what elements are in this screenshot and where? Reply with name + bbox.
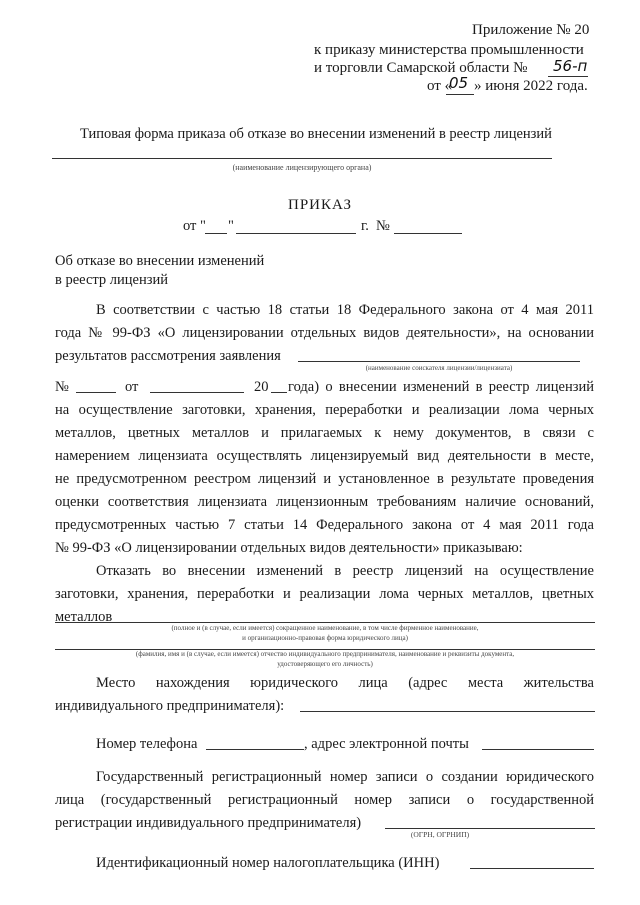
app-year-blank bbox=[271, 392, 287, 393]
para2-line-4: намерением лицензиата осуществлять лицензируемый вид деятельности в месте, bbox=[55, 448, 594, 464]
para1-line-3: результатов рассмотрения заявления bbox=[55, 348, 281, 364]
para3-line-1: Отказать во внесении изменений в реестр лицензий на осуществление bbox=[96, 563, 594, 579]
para2-line-5: не предусмотренном реестром лицензий и установленное в результате проведения bbox=[55, 471, 594, 487]
para2-line-3: металлов, цветных металлов и прилагаемых к нему документов, в связи с bbox=[55, 425, 594, 441]
entrepreneur-caption-2: удостоверяющего его личность) bbox=[277, 660, 373, 668]
ogrn-line-2: лица (государственный регистрационный номер записи о государственной bbox=[55, 792, 594, 808]
para1-line-1: В соответствии с частью 18 статьи 18 Федерального закона от 4 мая 2011 bbox=[96, 302, 594, 318]
ogrn-line-3: регистрации индивидуального предпринимателя) bbox=[55, 815, 362, 831]
location-word-3: юридического bbox=[250, 675, 339, 691]
phone-label: Номер телефона bbox=[96, 736, 198, 752]
order-heading: ПРИКАЗ bbox=[288, 197, 352, 213]
app-num-label: № bbox=[55, 379, 69, 395]
order-number-underline bbox=[548, 76, 588, 77]
location-word-7: жительства bbox=[523, 675, 594, 691]
organ-name-line bbox=[52, 158, 552, 159]
app-year-label: 20 bbox=[254, 379, 269, 395]
entity-name-line bbox=[55, 622, 595, 623]
date-mid: " bbox=[228, 218, 234, 234]
entity-caption-1: (полное и (в случае, если имеется) сокращенное наименование, в том числе фирменное наименование, bbox=[171, 624, 479, 632]
day-underline bbox=[446, 94, 474, 95]
location-word-6: места bbox=[467, 675, 504, 691]
para2-line-6: оценки соответствия лицензиата лицензионным требованиям наличие оснований, bbox=[55, 494, 594, 510]
appendix-date-suffix: » июня 2022 года. bbox=[474, 78, 588, 94]
app-num-blank bbox=[76, 392, 116, 393]
para3-line-2: заготовки, хранения, переработки и реализации лома черных металлов, цветных bbox=[55, 586, 594, 602]
para2-line-7: предусмотренных частью 7 статьи 14 Федерального закона от 4 мая 2011 года bbox=[55, 517, 594, 533]
date-prefix: от " bbox=[183, 218, 206, 234]
location-word-4: лица bbox=[358, 675, 388, 691]
form-title: Типовая форма приказа об отказе во внесении изменений в реестр лицензий bbox=[80, 126, 552, 142]
para1-line-2: года № 99-ФЗ «О лицензировании отдельных видов деятельности», на основании bbox=[55, 325, 594, 341]
organ-caption: (наименование лицензирующего органа) bbox=[232, 163, 372, 172]
location-word-1: Место bbox=[96, 675, 136, 691]
app-date-label: от bbox=[125, 379, 139, 395]
entrepreneur-caption-1: (фамилия, имя и (в случае, если имеется) отчество индивидуального предпринимателя, наименование и реквизиты документа, bbox=[135, 650, 515, 658]
location-blank bbox=[300, 711, 595, 712]
location-line-1 bbox=[96, 672, 594, 694]
ogrn-blank bbox=[385, 828, 595, 829]
year-label: г. bbox=[361, 218, 369, 234]
day-blank bbox=[205, 233, 227, 234]
para2-line-2: на осуществление заготовки, хранения, переработки и реализации лома черных bbox=[55, 402, 594, 418]
handwritten-order-number: 56-п bbox=[553, 57, 588, 75]
subject-line-1: Об отказе во внесении изменений bbox=[55, 253, 265, 269]
para2-line-8: № 99-ФЗ «О лицензировании отдельных видов деятельности» приказываю: bbox=[55, 540, 523, 556]
number-label: № bbox=[376, 218, 390, 234]
ogrn-caption: (ОГРН, ОГРНИП) bbox=[410, 830, 470, 839]
para3-line-3: металлов bbox=[55, 609, 113, 625]
entity-caption-2: и организационно-правовая форма юридического лица) bbox=[242, 634, 408, 642]
appendix-number: Приложение № 20 bbox=[472, 22, 590, 38]
number-blank bbox=[394, 233, 462, 234]
ogrn-line-1: Государственный регистрационный номер записи о создании юридического bbox=[96, 769, 594, 785]
applicant-caption: (наименование соискателя лицензии/лицензиата) bbox=[365, 364, 513, 372]
email-label: , адрес электронной почты bbox=[304, 736, 469, 752]
applicant-name-line bbox=[298, 361, 580, 362]
phone-blank bbox=[206, 749, 304, 750]
location-word-2: нахождения bbox=[155, 675, 230, 691]
email-blank bbox=[482, 749, 594, 750]
appendix-date-prefix: от « bbox=[427, 78, 453, 94]
handwritten-day: 05 bbox=[449, 74, 469, 92]
appendix-ministry-line: к приказу министерства промышленности bbox=[314, 42, 584, 58]
location-word-5: (адрес bbox=[408, 675, 448, 691]
inn-blank bbox=[470, 868, 594, 869]
inn-label: Идентификационный номер налогоплательщика (ИНН) bbox=[96, 855, 440, 871]
location-line-2: индивидуального предпринимателя): bbox=[55, 698, 285, 714]
month-blank bbox=[236, 233, 356, 234]
subject-line-2: в реестр лицензий bbox=[55, 272, 168, 288]
appendix-region-line: и торговли Самарской области № bbox=[314, 60, 528, 76]
app-rest: года) о внесении изменений в реестр лицензий bbox=[288, 379, 594, 395]
app-date-blank bbox=[150, 392, 244, 393]
